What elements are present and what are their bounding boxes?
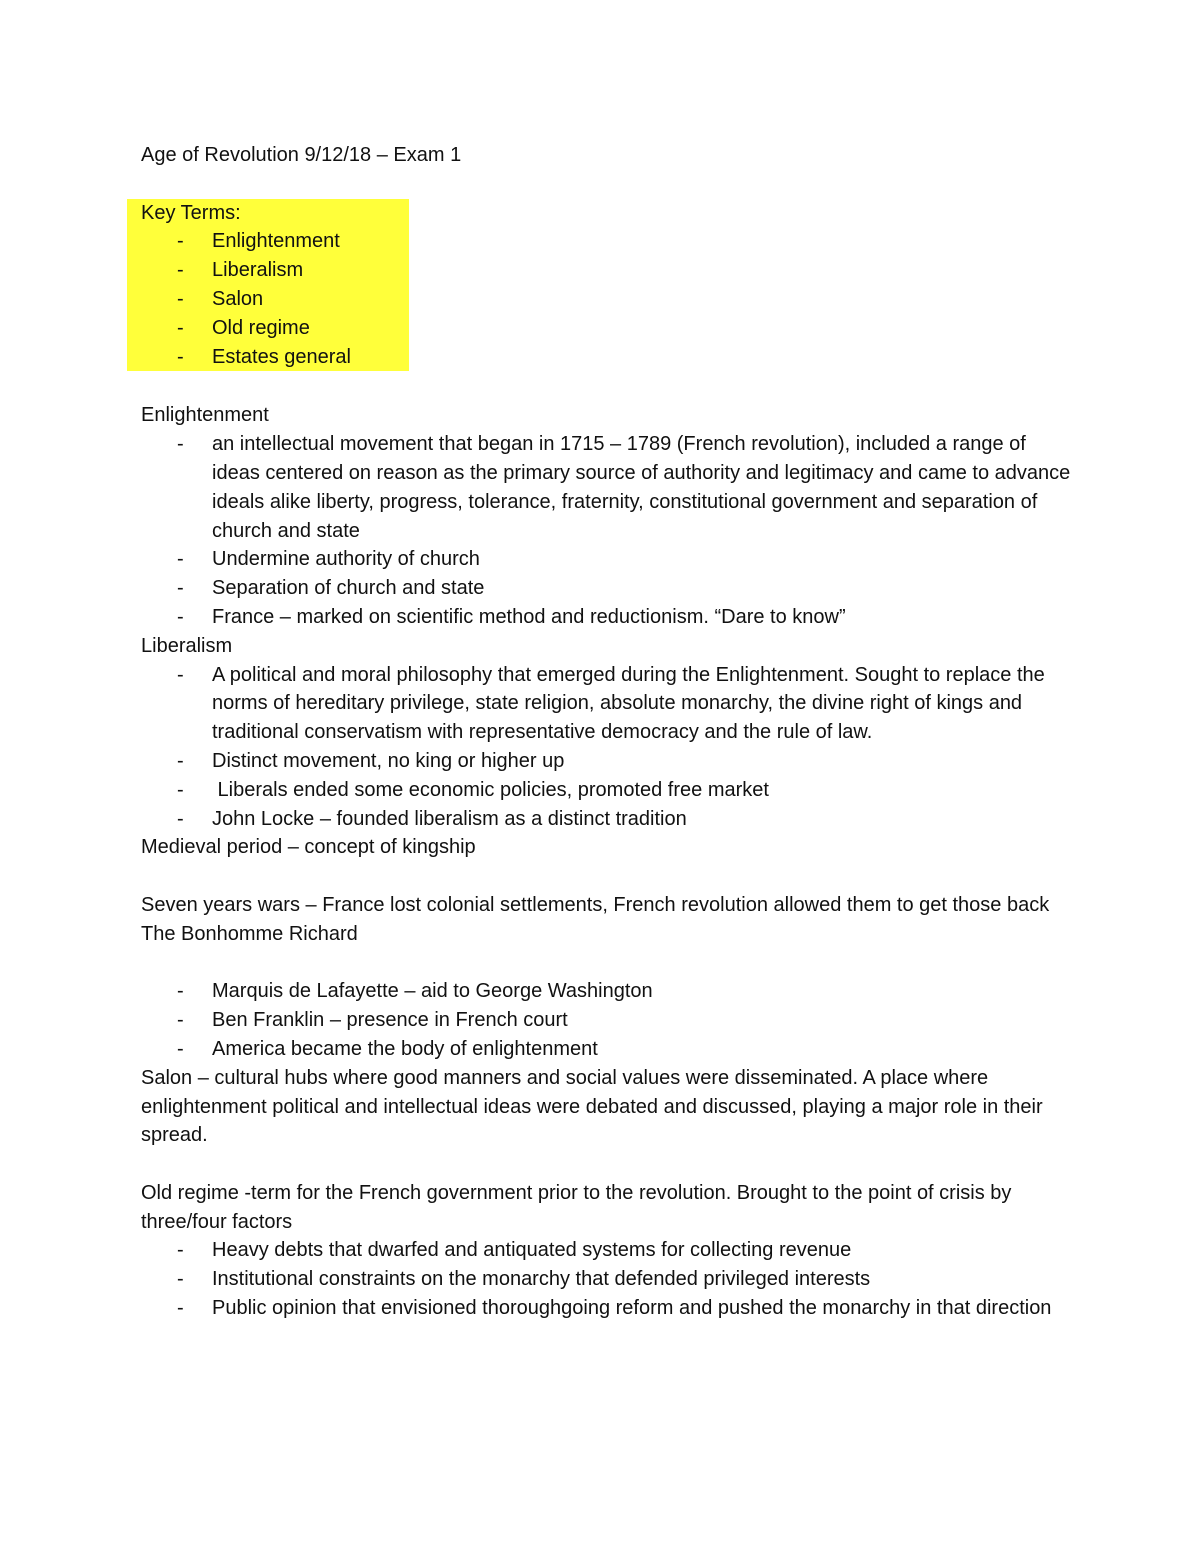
list-item: - Public opinion that envisioned thoroughgoing reform and pushed the monarchy in that direction xyxy=(141,1294,1071,1323)
list-item: - America became the body of enlightenment xyxy=(141,1035,1071,1064)
key-term-item: - Liberalism xyxy=(141,256,409,285)
spacer xyxy=(141,862,1071,891)
list-item: - an intellectual movement that began in 1715 – 1789 (French revolution), included a range of ideas centered on reason as the primary source of authority and legitimacy and came to advance ideals alike liberty, progress, tolerance, fraternity, constitutional government and separation of church and state xyxy=(141,430,1071,545)
old-regime-paragraph: Old regime -term for the French government prior to the revolution. Brought to the point of crisis by three/four factors xyxy=(141,1181,1012,1233)
seven-years-paragraph: Seven years wars – France lost colonial settlements, French revolution allowed them to get those back xyxy=(141,893,1050,916)
dash-mark: - xyxy=(177,1268,184,1291)
list-item: - A political and moral philosophy that emerged during the Enlightenment. Sought to replace the norms of hereditary privilege, state religion, absolute monarchy, the divine right of kings and traditional conservatism with representative democracy and the rule of law. xyxy=(141,661,1071,747)
key-term-item: - Estates general xyxy=(141,343,409,372)
list-item: - Liberals ended some economic policies, promoted free market xyxy=(141,776,1071,805)
dash-mark: - xyxy=(177,807,184,830)
liberalism-list xyxy=(141,661,1071,834)
liberalism-heading: Liberalism xyxy=(141,634,233,657)
dash-mark: - xyxy=(177,577,184,600)
list-item: - Undermine authority of church xyxy=(141,545,1071,574)
key-term-item: - Salon xyxy=(141,285,409,314)
document-page xyxy=(141,141,1071,1323)
dash-mark: - xyxy=(177,1239,184,1262)
dash-mark: - xyxy=(177,1297,184,1320)
list-item: - Institutional constraints on the monarchy that defended privileged interests xyxy=(141,1265,1071,1294)
dash-mark: - xyxy=(177,548,184,571)
dash-mark: - xyxy=(177,1009,184,1032)
key-term-item: - Enlightenment xyxy=(141,227,409,256)
dash-mark: - xyxy=(177,287,184,310)
key-terms-list xyxy=(141,227,409,371)
list-item: - Heavy debts that dwarfed and antiquated systems for collecting revenue xyxy=(141,1236,1071,1265)
spacer xyxy=(141,949,1071,978)
list-item: - Distinct movement, no king or higher up xyxy=(141,747,1071,776)
document-title: Age of Revolution 9/12/18 – Exam 1 xyxy=(141,144,462,166)
medieval-line: Medieval period – concept of kingship xyxy=(141,836,476,859)
list-item: - France – marked on scientific method and reductionism. “Dare to know” xyxy=(141,603,1071,632)
dash-mark: - xyxy=(177,605,184,628)
dash-mark: - xyxy=(177,778,184,801)
dash-mark: - xyxy=(177,980,184,1003)
key-term-item: - Old regime xyxy=(141,314,409,343)
bonhomme-list xyxy=(141,977,1071,1063)
key-terms-box xyxy=(127,199,409,372)
enlightenment-list xyxy=(141,430,1071,632)
dash-mark: - xyxy=(177,345,184,368)
dash-mark: - xyxy=(177,1037,184,1060)
dash-mark: - xyxy=(177,230,184,253)
list-item: - Separation of church and state xyxy=(141,574,1071,603)
salon-paragraph: Salon – cultural hubs where good manners and social values were disseminated. A place where enlightenment political and intellectual ideas were debated and discussed, playing a major role in their spread. xyxy=(141,1066,1043,1147)
dash-mark: - xyxy=(177,663,184,686)
bonhomme-heading: The Bonhomme Richard xyxy=(141,922,358,945)
spacer xyxy=(141,1150,1071,1179)
enlightenment-heading: Enlightenment xyxy=(141,404,269,427)
key-terms-heading: Key Terms: xyxy=(141,201,241,224)
dash-mark: - xyxy=(177,316,184,339)
dash-mark: - xyxy=(177,259,184,282)
dash-mark: - xyxy=(177,433,184,456)
old-regime-list xyxy=(141,1236,1071,1322)
list-item: - Ben Franklin – presence in French court xyxy=(141,1006,1071,1035)
list-item: - Marquis de Lafayette – aid to George Washington xyxy=(141,977,1071,1006)
dash-mark: - xyxy=(177,749,184,772)
list-item: - John Locke – founded liberalism as a distinct tradition xyxy=(141,805,1071,834)
